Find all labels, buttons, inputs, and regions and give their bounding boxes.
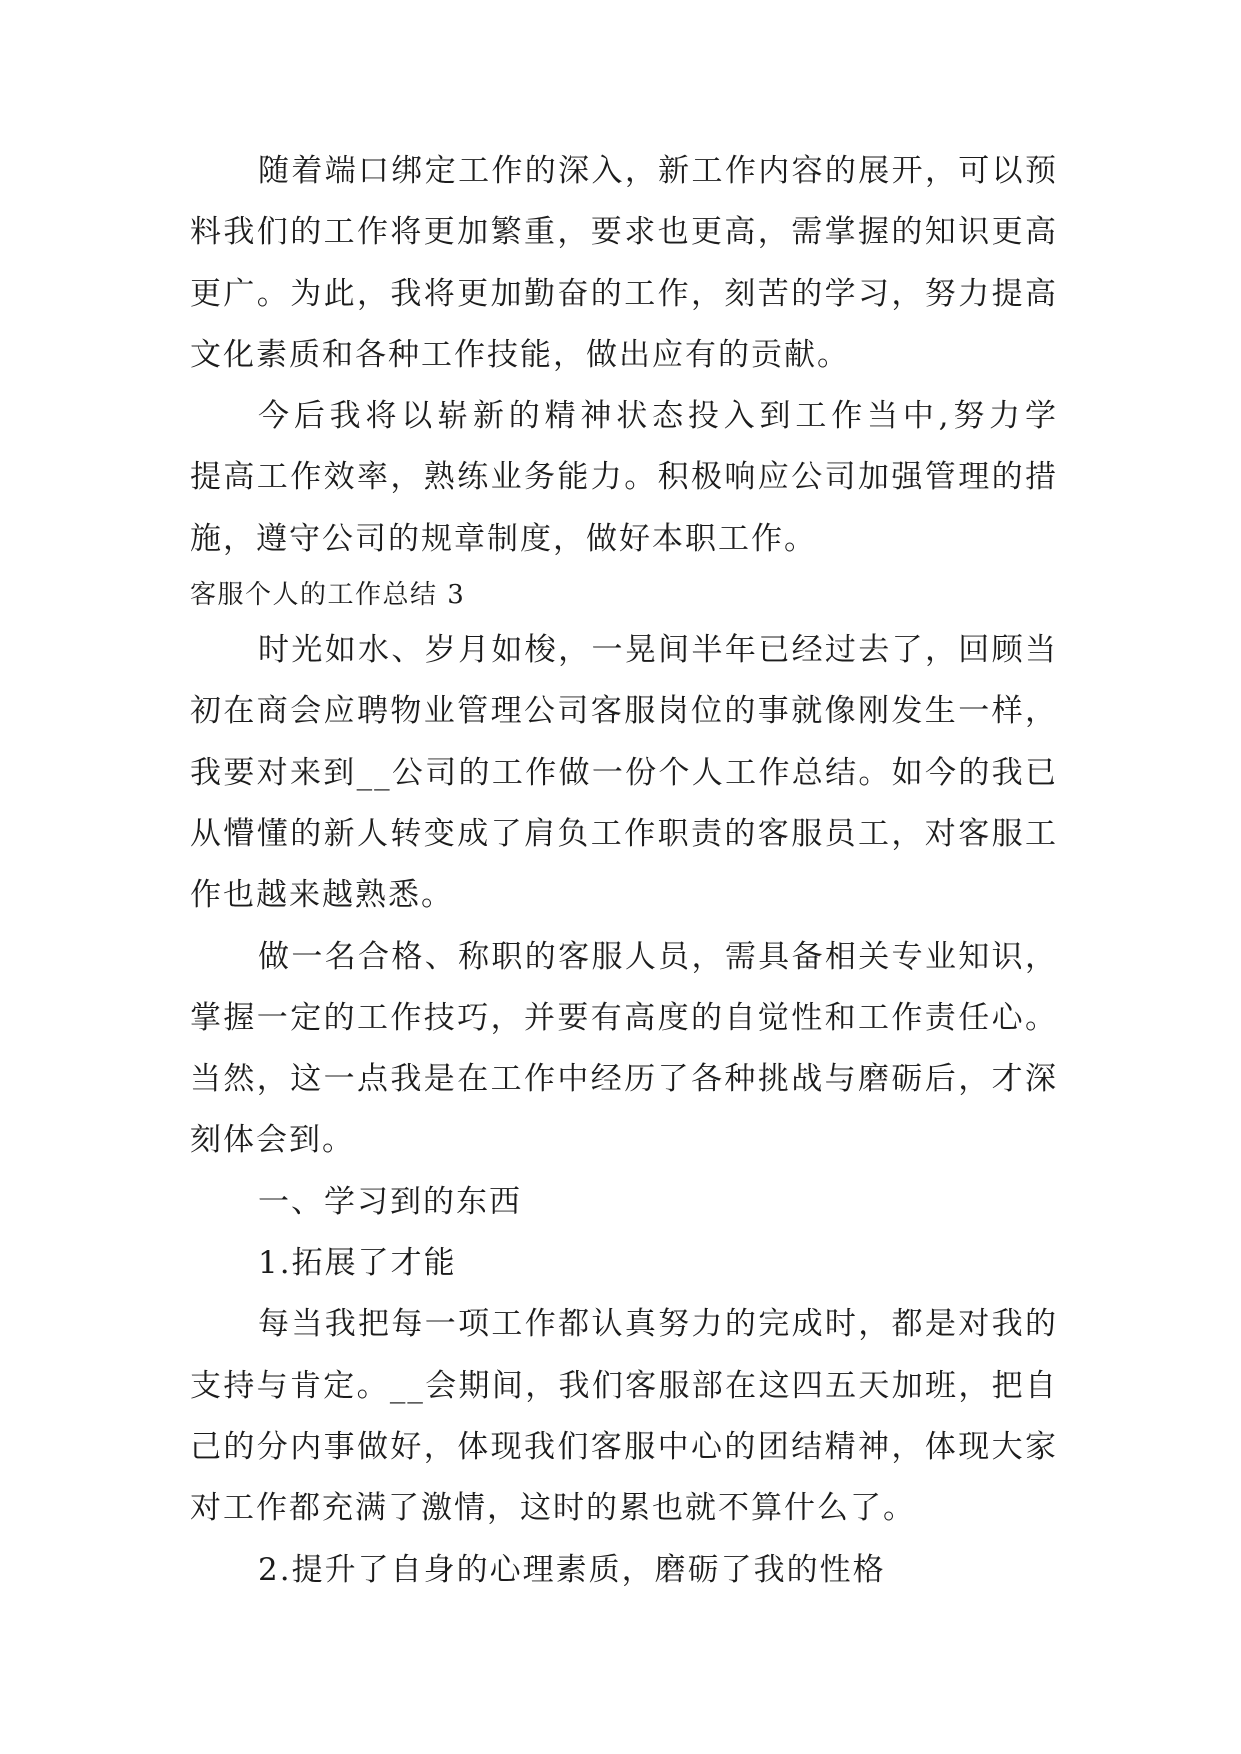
paragraph (190, 386, 1058, 570)
text-line: 刻体会到。 (190, 1122, 355, 1159)
section-heading (190, 570, 1058, 620)
text-line: 我要对来到__公司的工作做一份个人工作总结。如今的我已 (190, 754, 1058, 791)
text-line: 作也越来越熟悉。 (190, 877, 454, 914)
text-line: 己的分内事做好，体现我们客服中心的团结精神，体现大家 (190, 1428, 1058, 1465)
text-line: 今后我将以崭新的精神状态投入到工作当中,努力学 (258, 398, 1058, 435)
paragraph (190, 141, 1058, 386)
text-line: 施，遵守公司的规章制度，做好本职工作。 (190, 520, 817, 557)
text-line: 支持与肯定。__会期间，我们客服部在这四五天加班，把自 (190, 1367, 1058, 1404)
text-line: 2.提升了自身的心理素质，磨砺了我的性格 (258, 1551, 886, 1588)
text-line: 更广。为此，我将更加勤奋的工作，刻苦的学习，努力提高 (190, 275, 1058, 312)
text-line: 对工作都充满了激情，这时的累也就不算什么了。 (190, 1490, 916, 1527)
text-line: 做一名合格、称职的客服人员，需具备相关专业知识， (258, 938, 1058, 975)
text-line: 时光如水、岁月如梭，一晃间半年已经过去了，回顾当 (258, 632, 1058, 669)
paragraph (190, 1294, 1058, 1539)
text-line: 一、学习到的东西 (258, 1183, 522, 1220)
numbered-item (190, 1233, 1058, 1294)
text-line: 掌握一定的工作技巧，并要有高度的自觉性和工作责任心。 (190, 999, 1058, 1036)
numbered-item (190, 1540, 1058, 1601)
text-line: 文化素质和各种工作技能，做出应有的贡献。 (190, 336, 850, 373)
text-line: 料我们的工作将更加繁重，要求也更高，需掌握的知识更高 (190, 214, 1058, 251)
text-line: 每当我把每一项工作都认真努力的完成时，都是对我的 (258, 1306, 1058, 1343)
text-line: 当然，这一点我是在工作中经历了各种挑战与磨砺后，才深 (190, 1061, 1058, 1098)
text-line: 提高工作效率，熟练业务能力。积极响应公司加强管理的措 (190, 459, 1058, 496)
paragraph (190, 927, 1058, 1172)
text-line: 初在商会应聘物业管理公司客服岗位的事就像刚发生一样， (190, 693, 1058, 730)
text-line: 1.拓展了才能 (258, 1245, 457, 1282)
heading-text: 客服个人的工作总结 3 (190, 580, 466, 611)
paragraph (190, 620, 1058, 926)
document-body (190, 141, 1058, 1601)
text-line: 随着端口绑定工作的深入，新工作内容的展开，可以预 (258, 153, 1058, 189)
subheading-paragraph (190, 1172, 1058, 1233)
text-line: 从懵懂的新人转变成了肩负工作职责的客服员工，对客服工 (190, 815, 1058, 852)
